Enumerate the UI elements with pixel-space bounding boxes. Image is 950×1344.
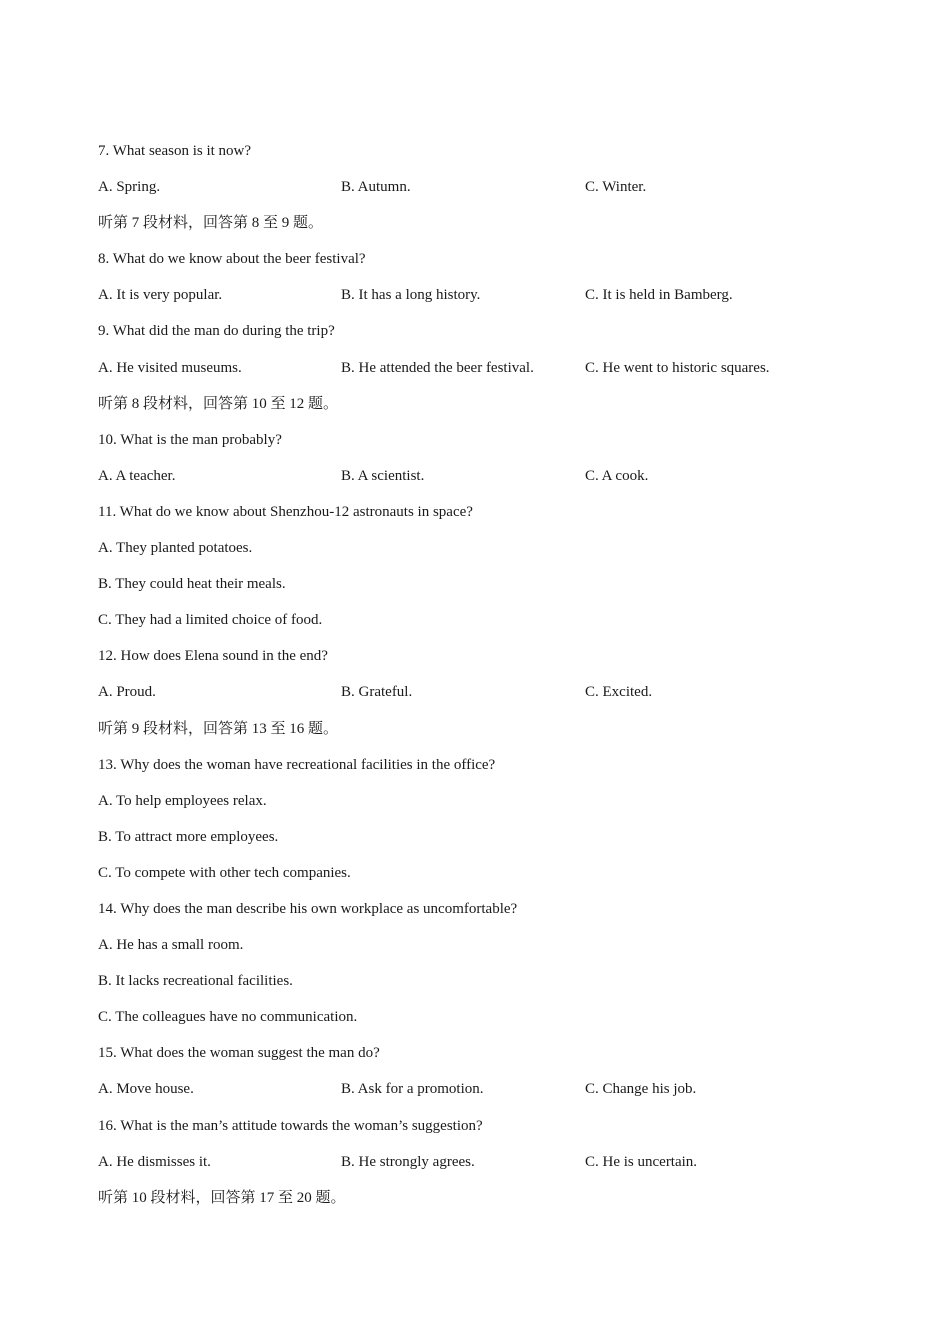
option-row (98, 357, 898, 393)
option-c: C. He is uncertain. (585, 1153, 698, 1170)
option-c: C. Excited. (585, 684, 653, 701)
question-text: 9. What did the man do during the trip? (98, 323, 335, 340)
exam-page (98, 140, 898, 1223)
option-line: A. To help employees relax. (98, 792, 267, 809)
option-row (98, 284, 898, 320)
question-text: 8. What do we know about the beer festival? (98, 251, 366, 268)
option-line: B. To attract more employees. (98, 828, 279, 845)
section-instruction: 听第 9 段材料，回答第 13 至 16 题。 (98, 720, 339, 737)
option-c: C. He went to historic squares. (585, 359, 770, 376)
option-b: B. Autumn. (341, 179, 411, 196)
option-row (98, 1078, 898, 1114)
option-a: A. Spring. (98, 179, 161, 196)
question-text: 12. How does Elena sound in the end? (98, 648, 328, 665)
option-b: B. It has a long history. (341, 287, 481, 304)
option-line: A. He has a small room. (98, 937, 244, 954)
option-b: B. Ask for a promotion. (341, 1081, 484, 1098)
option-row (98, 176, 898, 212)
option-c: C. It is held in Bamberg. (585, 287, 733, 304)
option-c: C. A cook. (585, 467, 649, 484)
option-c: C. Change his job. (585, 1081, 697, 1098)
option-line: C. The colleagues have no communication. (98, 1009, 358, 1026)
option-line: B. It lacks recreational facilities. (98, 973, 293, 990)
question-text: 15. What does the woman suggest the man do? (98, 1045, 380, 1062)
option-b: B. He strongly agrees. (341, 1153, 475, 1170)
option-a: A. He dismisses it. (98, 1153, 211, 1170)
option-line: B. They could heat their meals. (98, 576, 286, 593)
section-instruction: 听第 8 段材料，回答第 10 至 12 题。 (98, 395, 339, 412)
option-a: A. A teacher. (98, 467, 176, 484)
option-a: A. He visited museums. (98, 359, 242, 376)
option-line: C. To compete with other tech companies. (98, 864, 351, 881)
option-b: B. He attended the beer festival. (341, 359, 534, 376)
option-c: C. Winter. (585, 179, 647, 196)
question-text: 13. Why does the woman have recreational facilities in the office? (98, 756, 496, 773)
option-b: B. Grateful. (341, 684, 413, 701)
option-row (98, 681, 898, 717)
option-a: A. Move house. (98, 1081, 194, 1098)
question-text: 7. What season is it now? (98, 143, 252, 159)
option-row (98, 1151, 898, 1187)
option-b: B. A scientist. (341, 467, 425, 484)
section-instruction: 听第 7 段材料，回答第 8 至 9 题。 (98, 215, 324, 232)
option-a: A. Proud. (98, 684, 156, 701)
question-text: 16. What is the man’s attitude towards the woman’s suggestion? (98, 1117, 483, 1134)
section-instruction: 听第 10 段材料，回答第 17 至 20 题。 (98, 1189, 346, 1206)
question-text: 11. What do we know about Shenzhou-12 astronauts in space? (98, 503, 473, 520)
option-a: A. It is very popular. (98, 287, 223, 304)
question-text: 10. What is the man probably? (98, 431, 282, 448)
option-line: C. They had a limited choice of food. (98, 612, 323, 629)
option-line: A. They planted potatoes. (98, 540, 253, 557)
option-row (98, 465, 898, 501)
question-text: 14. Why does the man describe his own workplace as uncomfortable? (98, 900, 518, 917)
